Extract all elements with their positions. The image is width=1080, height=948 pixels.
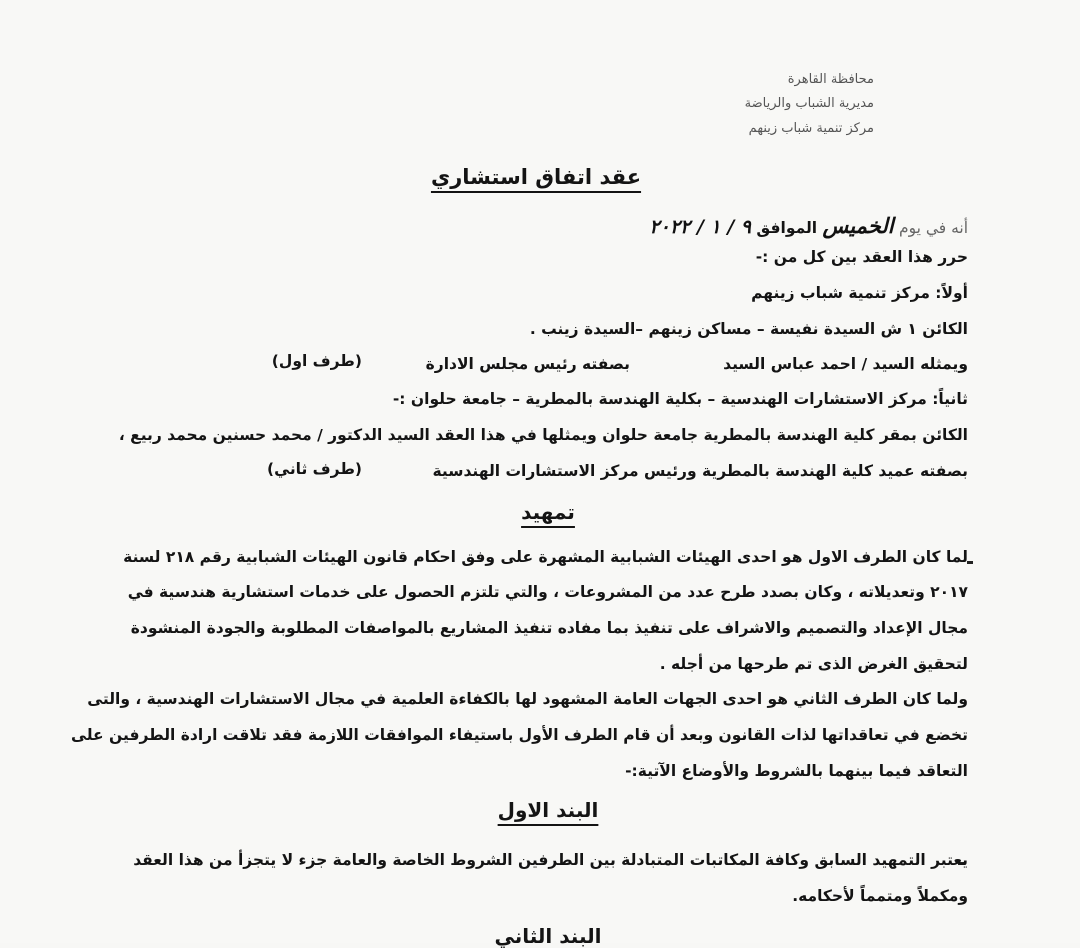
clause1-heading: البند الاول (497, 798, 599, 822)
preamble-p1-line1: لما كان الطرف الاول هو احدى الهيئات الشبابية المشهرة على وفق احكام قانون الهيئات الشبابية رقم ٢١٨ لسنة (123, 548, 968, 566)
first-party-role: بصفته رئيس مجلس الادارة (425, 355, 630, 373)
header-directorate: مديرية الشباب والرياضة (744, 96, 874, 111)
clause2-heading: البند الثاني (494, 924, 602, 948)
clause1-line1: يعتبر التمهيد السابق وكافة المكاتبات المتبادلة بين الطرفين الشروط الخاصة والعامة جزء لا يتجزأ من هذا العقد (133, 851, 968, 869)
preamble-p1-line4: لتحقيق الغرض الذى تم طرحها من أجله . (659, 655, 968, 673)
header-governorate: محافظة القاهرة (787, 72, 874, 87)
preamble-p1-line2: ٢٠١٧ وتعديلاته ، وكان بصدد طرح عدد من المشروعات ، والتي تلتزم الحصول على خدمات استشارية هندسية في (127, 583, 968, 601)
second-party-line: ثانياً: مركز الاستشارات الهندسية – بكلية الهندسة بالمطرية – جامعة حلوان :- (392, 390, 968, 408)
preamble-p2-line1: ولما كان الطرف الثاني هو احدى الجهات العامة المشهود لها بالكفاءة العلمية في مجال الاستشارات الهندسية ، والتى (87, 690, 968, 708)
handwritten-day: الخميس (822, 213, 894, 238)
preamble-p2-line2: تخضع في تعاقداتها لذات القانون وبعد أن قام الطرف الأول باستيفاء الموافقات اللازمة فقد تلاقت ارادة الطرفين على (71, 726, 968, 744)
second-party-role: بصفته عميد كلية الهندسة بالمطرية ورئيس مركز الاستشارات الهندسية (432, 462, 968, 480)
first-party-representative: ويمثله السيد / احمد عباس السيد (723, 355, 968, 373)
handwritten-date: ٩ / ١ / ٢٠٢٢ (649, 216, 752, 238)
drafted-line: حرر هذا العقد بين كل من :- (755, 248, 968, 266)
date-prefix: أنه في يوم (898, 219, 968, 237)
first-party-address: الكائن ١ ش السيدة نفيسة – مساكن زينهم –السيدة زينب . (529, 320, 968, 338)
header-center: مركز تنمية شباب زينهم (748, 121, 874, 136)
second-party-tag: (طرف ثاني) (267, 460, 362, 478)
first-party-line: أولاً: مركز تنمية شباب زينهم (751, 284, 968, 302)
contract-title: عقد اتفاق استشاري (430, 165, 642, 189)
date-line (649, 213, 968, 238)
preamble-p1-line3: مجال الإعداد والتصميم والاشراف على تنفيذ بما مفاده تنفيذ المشاريع بالمواصفات المطلوبة والجودة المنشودة (130, 619, 968, 637)
second-party-address: الكائن بمقر كلية الهندسة بالمطرية جامعة حلوان ويمثلها في هذا العقد السيد الدكتور / محمد حسنين محمد ربيع ، (118, 426, 968, 444)
preamble-p2-line3: التعاقد فيما بينهما بالشروط والأوضاع الآتية:- (625, 762, 968, 780)
clause1-line2: ومكملاً ومتمماً لأحكامه. (792, 887, 968, 905)
first-party-tag: (طرف اول) (271, 352, 362, 370)
date-mid: الموافق (756, 219, 818, 237)
preamble-heading: تمهيد (521, 500, 575, 524)
